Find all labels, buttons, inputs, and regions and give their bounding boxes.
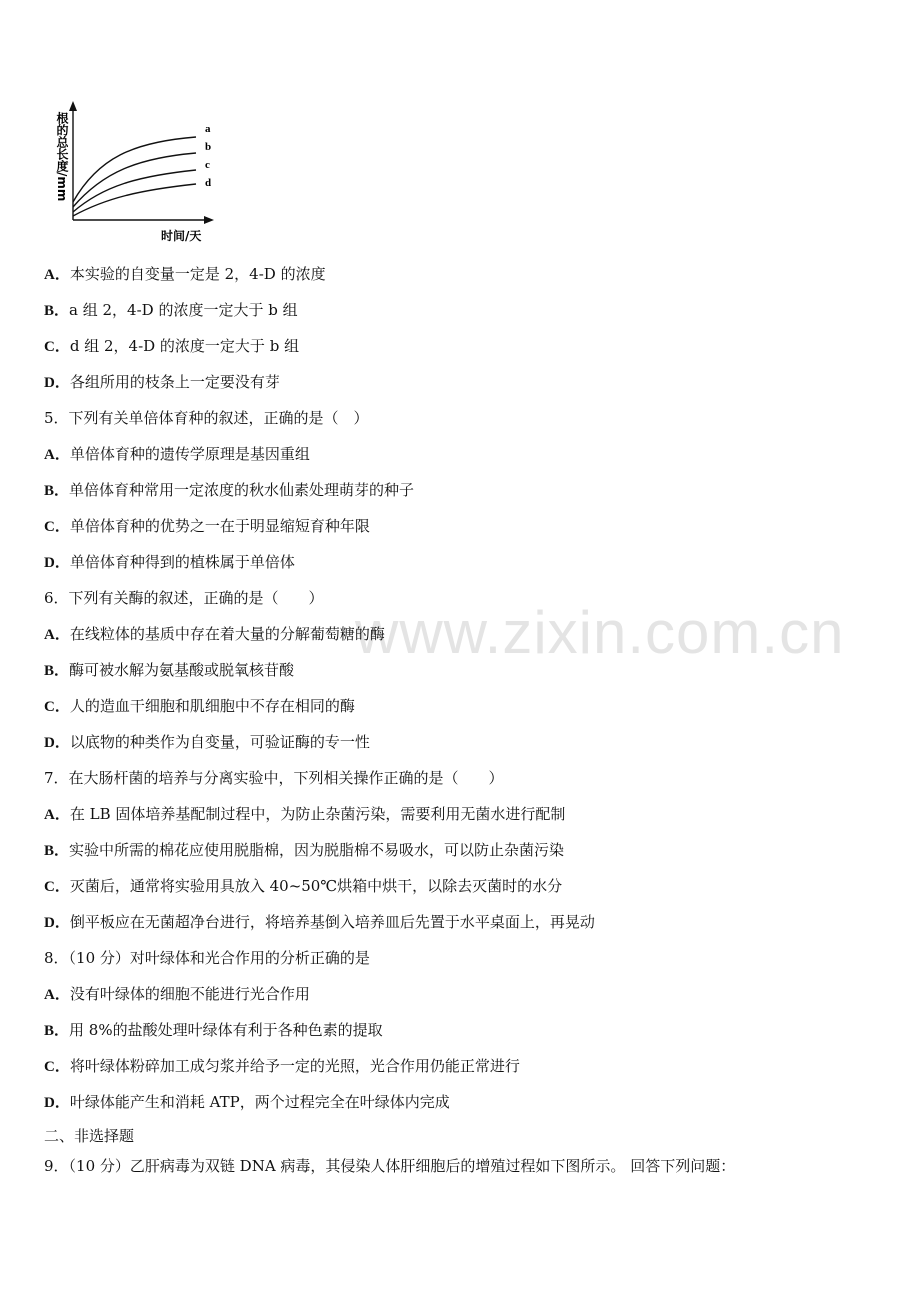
root-length-graph	[48, 98, 228, 248]
question-8: 8．（10 分）对叶绿体和光合作用的分析正确的是	[44, 949, 370, 967]
q4-option-d: D．各组所用的枝条上一定要没有芽	[44, 373, 280, 391]
q8-option-d: D．叶绿体能产生和消耗 ATP，两个过程完全在叶绿体内完成	[44, 1093, 450, 1111]
q6-option-c: C．人的造血干细胞和肌细胞中不存在相同的酶	[44, 697, 355, 715]
curve-a	[73, 137, 196, 202]
section-heading-non-choice: 二、非选择题	[44, 1127, 135, 1145]
question-6: 6．下列有关酶的叙述，正确的是（ ）	[44, 589, 324, 607]
curve-label-b: b	[205, 141, 212, 153]
q4-option-c: C．d 组 2，4-D 的浓度一定大于 b 组	[44, 337, 300, 355]
q7-option-c: C．灭菌后，通常将实验用具放入 40~50℃烘箱中烘干，以除去灭菌时的水分	[44, 877, 563, 895]
q6-option-a: A．在线粒体的基质中存在着大量的分解葡萄糖的酶	[44, 625, 385, 643]
question-5: 5．下列有关单倍体育种的叙述，正确的是（ ）	[44, 409, 369, 427]
q4-option-b: B．a 组 2，4-D 的浓度一定大于 b 组	[44, 301, 298, 319]
y-axis-arrow	[69, 101, 77, 111]
curve-label-d: d	[205, 177, 212, 189]
q6-option-b: B．酶可被水解为氨基酸或脱氧核苷酸	[44, 661, 295, 679]
curve-label-a: a	[205, 123, 211, 135]
q7-option-d: D．倒平板应在无菌超净台进行，将培养基倒入培养皿后先置于水平桌面上，再晃动	[44, 913, 595, 931]
q5-option-b: B．单倍体育种常用一定浓度的秋水仙素处理萌芽的种子	[44, 481, 415, 499]
root-length-figure	[48, 98, 228, 248]
question-7: 7．在大肠杆菌的培养与分离实验中，下列相关操作正确的是（ ）	[44, 769, 504, 787]
question-9: 9．（10 分）乙肝病毒为双链 DNA 病毒，其侵染人体肝细胞后的增殖过程如下图所示。 回答下列问题：	[44, 1157, 736, 1175]
q8-option-c: C．将叶绿体粉碎加工成匀浆并给予一定的光照，光合作用仍能正常进行	[44, 1057, 520, 1075]
q5-option-c: C．单倍体育种的优势之一在于明显缩短育种年限	[44, 517, 370, 535]
q5-option-d: D．单倍体育种得到的植株属于单倍体	[44, 553, 295, 571]
y-axis-label: 根的总长度/mm	[55, 112, 69, 202]
curve-label-c: c	[205, 159, 210, 171]
q6-option-d: D．以底物的种类作为自变量，可验证酶的专一性	[44, 733, 370, 751]
q8-option-a: A．没有叶绿体的细胞不能进行光合作用	[44, 985, 310, 1003]
x-axis-arrow	[204, 216, 214, 224]
x-axis-label: 时间/天	[161, 229, 202, 243]
watermark: www.zixin.com.cn	[355, 599, 845, 666]
q7-option-a: A．在 LB 固体培养基配制过程中，为防止杂菌污染，需要利用无菌水进行配制	[44, 805, 566, 823]
q7-option-b: B．实验中所需的棉花应使用脱脂棉，因为脱脂棉不易吸水，可以防止杂菌污染	[44, 841, 565, 859]
q4-option-a: A．本实验的自变量一定是 2，4-D 的浓度	[44, 265, 326, 283]
q5-option-a: A．单倍体育种的遗传学原理是基因重组	[44, 445, 310, 463]
q8-option-b: B．用 8%的盐酸处理叶绿体有利于各种色素的提取	[44, 1021, 383, 1039]
